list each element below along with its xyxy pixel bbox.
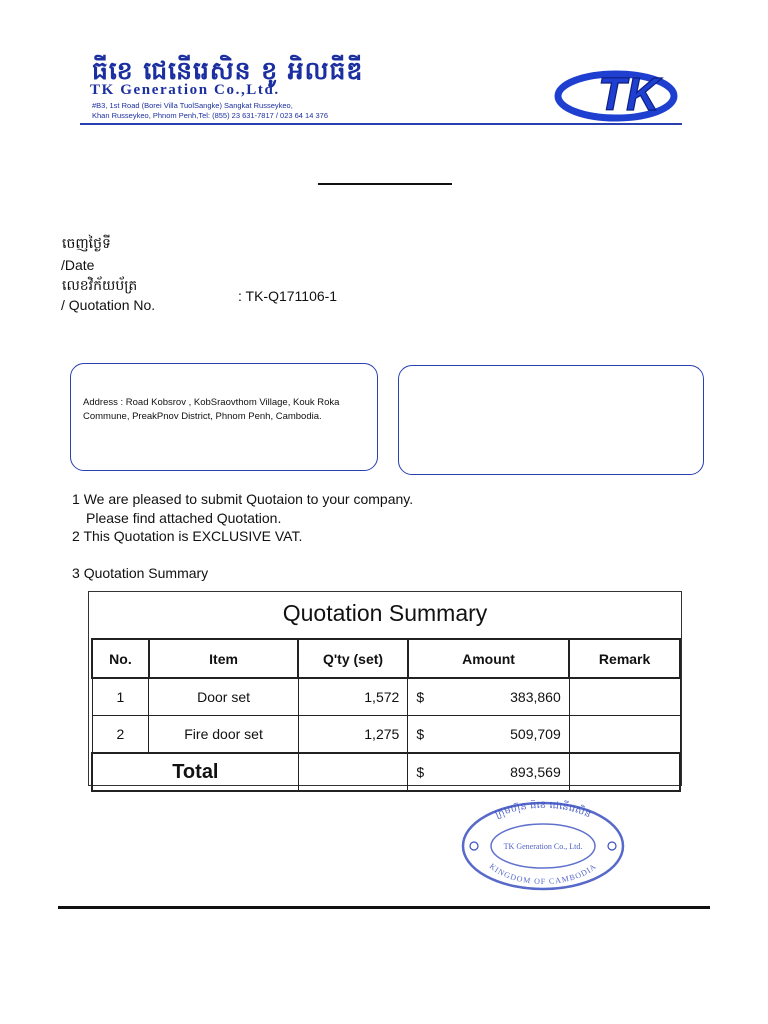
col-header-qty: Q'ty (set) <box>298 639 408 678</box>
contact-box <box>398 365 704 475</box>
row-remark <box>569 678 680 716</box>
row-item: Fire door set <box>149 716 298 754</box>
company-address-line2: Khan Russeykeo, Phnom Penh,Tel: (855) 23 631-7817 / 023 64 14 376 <box>92 111 328 120</box>
note-3-text: Quotation Summary <box>83 565 209 581</box>
summary-table <box>91 638 681 792</box>
header-divider <box>80 123 682 125</box>
row-amount <box>408 678 569 716</box>
currency-symbol: $ <box>416 689 425 705</box>
table-header-row <box>92 639 680 678</box>
customer-address: Address : Road Kobsrov , KobSraovthom Village, Kouk Roka Commune, PreakPnov District, Phnom Penh, Cambodia. <box>83 397 340 422</box>
row-no: 1 <box>92 678 149 716</box>
table-row <box>92 678 680 716</box>
company-stamp-icon <box>460 800 626 892</box>
total-remark <box>569 753 680 791</box>
row-qty: 1,572 <box>298 678 408 716</box>
tk-logo-icon <box>554 58 684 124</box>
quotation-label: / Quotation No. <box>61 297 156 313</box>
total-qty <box>298 753 408 791</box>
note-2 <box>72 528 302 544</box>
quotation-number: : TK-Q171106-1 <box>238 288 338 304</box>
date-label: /Date <box>61 257 95 273</box>
col-header-no: No. <box>92 639 149 678</box>
col-header-amount: Amount <box>408 639 569 678</box>
note-2-text: This Quotation is EXCLUSIVE VAT. <box>83 528 303 544</box>
company-address-line1: #B3, 1st Road (Borei Villa TuolSangke) Sangkat Russeykeo, <box>92 101 293 110</box>
row-qty: 1,275 <box>298 716 408 754</box>
note-1-continued: Please find attached Quotation. <box>86 510 282 526</box>
company-name-khmer: ធីខេ ជេនើរេសិន ខូ អិលធីឌី <box>92 56 364 85</box>
title-underline <box>318 183 452 185</box>
note-3-number: 3 <box>72 565 80 581</box>
amount-value: 383,860 <box>510 689 561 705</box>
stamp-country-text: KINGDOM OF CAMBODIA <box>487 861 599 887</box>
company-name: TK Generation Co.,Ltd. <box>90 82 280 98</box>
stamp-company-text: TK Generation Co., Ltd. <box>503 842 583 851</box>
total-amount-value: 893,569 <box>510 764 561 780</box>
row-no: 2 <box>92 716 149 754</box>
note-1-number: 1 <box>72 491 80 507</box>
summary-title: Quotation Summary <box>282 600 488 626</box>
quotation-summary <box>88 591 682 786</box>
col-header-item: Item <box>149 639 298 678</box>
total-amount <box>408 753 569 791</box>
col-header-remark: Remark <box>569 639 680 678</box>
currency-symbol: $ <box>416 726 425 742</box>
customer-address-box <box>70 363 378 471</box>
svg-text:KINGDOM OF CAMBODIA <box>488 862 599 886</box>
row-amount <box>408 716 569 754</box>
row-remark <box>569 716 680 754</box>
quotation-label-khmer: លេខវិក័យប័ត្រ <box>62 278 138 294</box>
logo-text: TK <box>598 68 660 120</box>
total-label: Total <box>92 753 298 791</box>
amount-value: 509,709 <box>510 726 561 742</box>
note-3 <box>72 565 208 581</box>
footer-divider <box>58 906 710 909</box>
date-label-khmer: ចេញថ្ងៃទី <box>62 236 111 252</box>
stamp-khmer-text: ក្រុមហ៊ុន ធីខេ ជេនើរេសិន <box>493 800 593 821</box>
currency-symbol: $ <box>416 764 425 780</box>
row-item: Door set <box>149 678 298 716</box>
note-1 <box>72 491 413 507</box>
svg-text:ក្រុមហ៊ុន ធីខេ ជេនើរេសិន <box>494 800 593 821</box>
note-2-number: 2 <box>72 528 80 544</box>
total-row <box>92 753 680 791</box>
table-row <box>92 716 680 754</box>
note-1-text: We are pleased to submit Quotaion to your company. <box>83 491 414 507</box>
